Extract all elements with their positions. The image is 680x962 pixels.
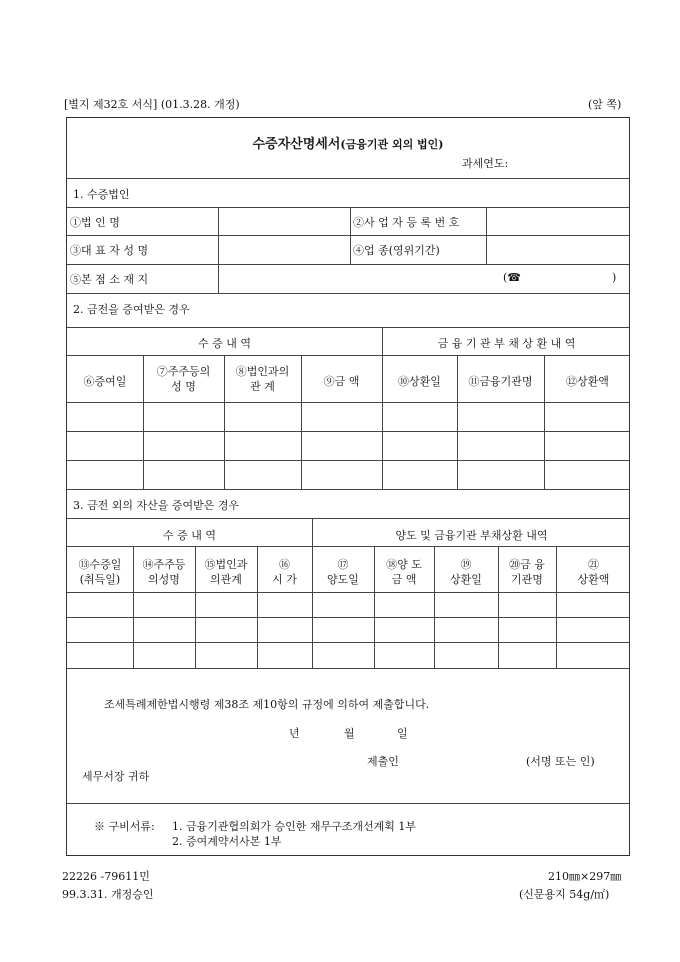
- industry-label: ④업 종(영위기간): [353, 244, 440, 257]
- phone-field: [503, 271, 521, 284]
- col-transfer-amount: ⑱양 도 금 액: [386, 558, 422, 586]
- submitter-label: 제출인: [367, 755, 399, 768]
- col-gift-date: ⑥증여일: [83, 375, 127, 388]
- col-bank-name: ⑪금융기관명: [468, 375, 533, 388]
- date-year: 년: [289, 727, 300, 740]
- biz-reg-no-label: ②사 업 자 등 록 번 호: [353, 216, 460, 229]
- col-receive-date: ⑬수증일 (취득일): [78, 558, 122, 586]
- s2-group-right: 금 융 기 관 부 채 상 환 내 역: [437, 337, 576, 350]
- col-shareholder-name: ⑦주주등의 성 명: [156, 365, 211, 393]
- col-relation: ⑧법인과의 관 계: [235, 365, 290, 393]
- paper-type: (신문용지 54g/㎡): [519, 888, 610, 901]
- representative-label: ③대 표 자 성 명: [70, 244, 149, 257]
- signature-label: (서명 또는 인): [526, 755, 595, 768]
- s3-group-right: 양도 및 금융기관 부채상환 내역: [395, 529, 548, 542]
- col-s3-shareholder: ⑭주주등 의성명: [142, 558, 186, 586]
- col-market-price: ⑯ 시 가: [272, 558, 297, 586]
- form-code: 22226 -79611민: [62, 870, 150, 883]
- col-repay-date: ⑩상환일: [398, 375, 441, 388]
- paper-size: 210㎜×297㎜: [548, 870, 622, 883]
- col-amount: ⑨금 액: [323, 375, 360, 388]
- form-number-header: [별지 제32호 서식] (01.3.28. 개정): [64, 98, 240, 111]
- section1-heading: 1. 수증법인: [73, 188, 130, 201]
- attachment-item-2: 2. 증여계약서사본 1부: [172, 835, 282, 848]
- phone-icon: (☎: [503, 271, 521, 284]
- form-title-sub: (금융기관 외의 법인): [340, 138, 444, 151]
- col-transfer-date: ⑰ 양도일: [327, 558, 359, 586]
- corp-name-label: ①법 인 명: [70, 216, 120, 229]
- donated-assets-form: [66, 117, 630, 804]
- form-title-main: 수증자산명세서: [252, 137, 341, 152]
- col-s3-bank-name: ⑳금 융 기관명: [509, 558, 545, 586]
- attachments-label: ※ 구비서류:: [94, 820, 155, 833]
- attachment-item-1: 1. 금융기관협의회가 승인한 재무구조개선계획 1부: [172, 820, 416, 833]
- date-day: 일: [397, 727, 408, 740]
- page-side-label: (앞 쪽): [588, 98, 622, 111]
- date-month: 월: [344, 727, 355, 740]
- col-s3-repay-date: ⑲ 상환일: [450, 558, 482, 586]
- s3-group-left: 수 증 내 역: [163, 529, 216, 542]
- form-title: [67, 133, 629, 152]
- declaration-text: 조세특례제한법시행령 제38조 제10항의 규정에 의하여 제출합니다.: [104, 698, 430, 711]
- section2-heading: 2. 금전을 증여받은 경우: [73, 303, 190, 316]
- section3-heading: 3. 금전 외의 자산을 증여받은 경우: [73, 499, 240, 512]
- phone-close: ): [612, 271, 617, 284]
- tax-year-label: 과세연도:: [462, 157, 509, 170]
- s2-group-left: 수 증 내 역: [198, 337, 251, 350]
- col-s3-repay-amount: ㉑ 상환액: [577, 558, 610, 586]
- addressee-label: 세무서장 귀하: [82, 770, 150, 783]
- col-repay-amount: ⑫상환액: [566, 375, 609, 388]
- col-s3-relation: ⑮법인과 의관계: [204, 558, 248, 586]
- head-office-label: ⑤본 점 소 재 지: [70, 273, 149, 286]
- approval-date: 99.3.31. 개정승인: [62, 888, 154, 901]
- attachments-box: [66, 803, 630, 856]
